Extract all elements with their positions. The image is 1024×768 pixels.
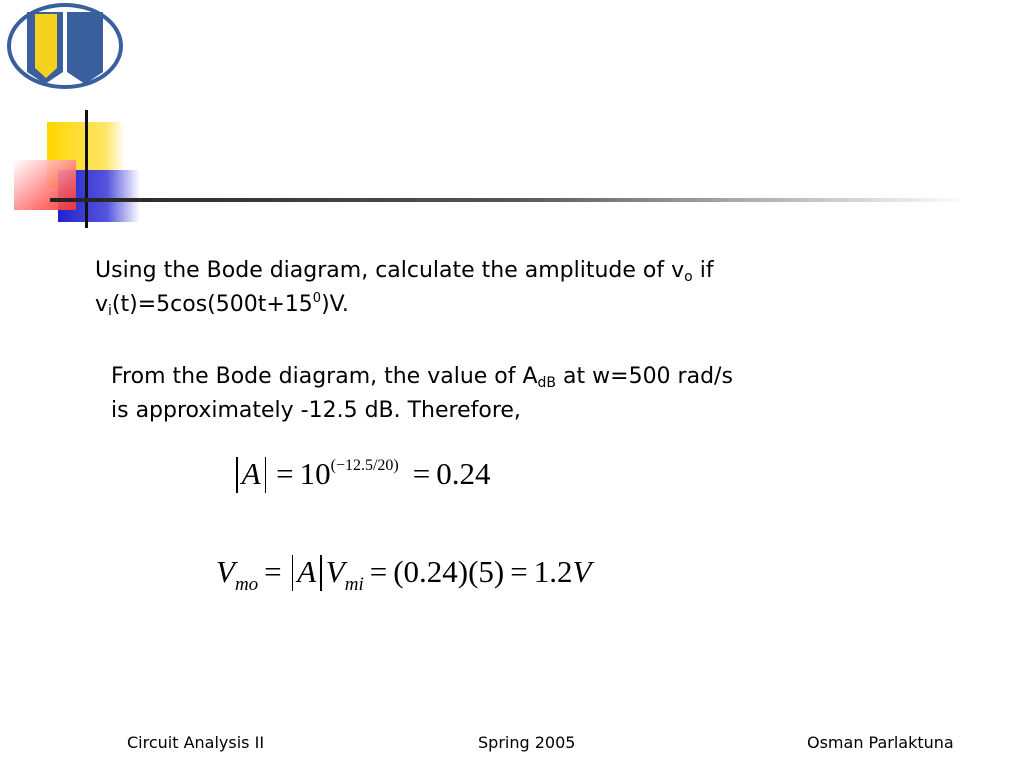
footer-term: Spring 2005: [478, 733, 576, 752]
abs-bar-left: [236, 457, 238, 493]
equation-amplitude: $A = 10^{(-12.5/20)} = 0.24$: [232, 454, 490, 494]
title-decoration: [0, 100, 1024, 230]
footer-course: Circuit Analysis II: [127, 733, 265, 752]
question-text: [95, 254, 855, 322]
equation-output-voltage: $V_{mo} = A$ $V_{mi} = (0.24)(5) = 1.2V$: [216, 554, 592, 595]
university-logo: [5, 2, 125, 90]
question-line-2: $v_i(t)=5\cos(500t+15^0)V$.: [95, 291, 349, 319]
abs-bar-right: [320, 555, 322, 591]
abs-bar-right: [265, 457, 267, 493]
answer-text: [111, 360, 871, 428]
question-line-1: Using the Bode diagram, calculate the amplitude of $v_o$ if: [95, 258, 714, 285]
footer-author: Osman Parlaktuna: [807, 733, 954, 752]
answer-line-1: From the Bode diagram, the value of $A_{dB}$ at w=500 rad/s: [111, 364, 733, 391]
answer-line-2: is approximately -12.5 dB. Therefore,: [111, 398, 521, 423]
abs-bar-left: [292, 555, 294, 591]
